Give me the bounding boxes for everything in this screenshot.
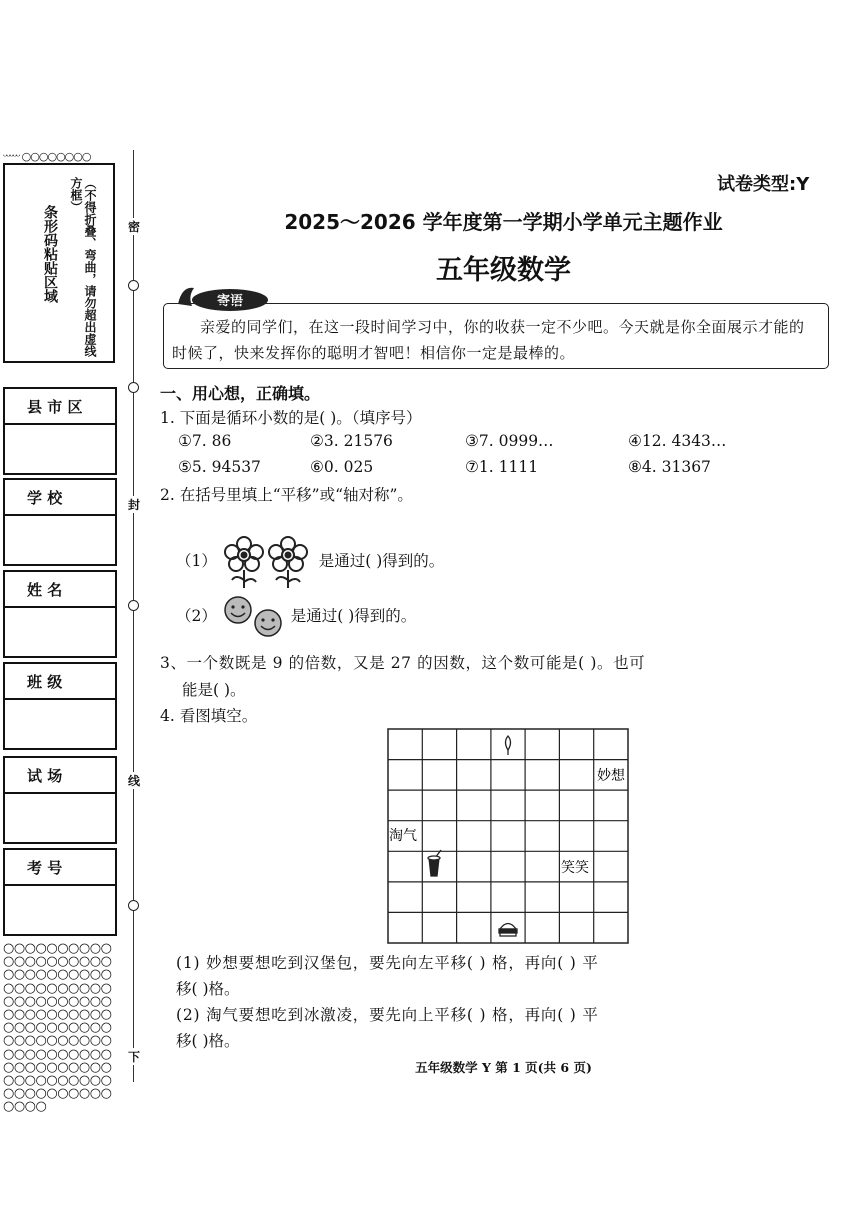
field-label: 试 场 (5, 758, 115, 794)
q1-option: ⑧4. 31367 (628, 458, 711, 476)
intro-text: 亲爱的同学们，在这一段时间学习中，你的收获一定不少吧。今天就是你全面展示才能的时候了，快来发挥你的聪明才智吧！相信你一定是最棒的。 (172, 318, 805, 362)
page-footer: 五年级数学 Y 第 1 页(共 6 页) (415, 1060, 592, 1075)
field-label: 考 号 (5, 850, 115, 886)
page-title: 2025～2026 学年度第一学期小学单元主题作业 (284, 210, 723, 234)
movement-grid (387, 728, 629, 944)
decorative-circles-bottom: ○○○○○○○○○○○○○○○○○○○○○○○○○○○○○○○○○○○○○○○○○○○○○○○○○○○○○○○○○○○○○○○○○○○○○○○○○○○○○○○○○○○○○○○○○○○○○○○○○○○○○○○○○○○○○○○○○○○○○○○○○○○○ (3, 941, 112, 1115)
field-exam-room[interactable] (3, 756, 117, 844)
barcode-note: （不得折叠、弯曲，请勿超出虚线方框） (69, 177, 97, 357)
paper-type: 试卷类型:Y (717, 174, 810, 195)
field-exam-number[interactable] (3, 848, 117, 936)
section-heading: 一、用心想，正确填。 (160, 384, 321, 403)
seal-circle (128, 600, 139, 611)
field-class[interactable] (3, 662, 117, 750)
field-name[interactable] (3, 570, 117, 658)
q1-stem: 1. 下面是循环小数的是( )。（填序号） (160, 409, 422, 427)
seal-circle (128, 900, 139, 911)
field-label: 班 级 (5, 664, 115, 700)
field-label: 学 校 (5, 480, 115, 516)
badge-text: 寄语 (216, 294, 244, 309)
seal-circle (128, 280, 139, 291)
barcode-paste-area (3, 163, 115, 363)
q3-line1: 3、一个数既是 9 的倍数，又是 27 的因数，这个数可能是( )。也可 (160, 654, 646, 672)
q1-option: ⑦1. 1111 (465, 458, 539, 476)
decorative-circles-top: ᵕᵕᵕᵕᵕ ○○○○○○○○ (3, 150, 91, 163)
q4-sub1-line1: (1) 妙想要想吃到汉堡包，要先向左平移( ) 格，再向( ) 平 (176, 954, 599, 972)
field-label: 姓 名 (5, 572, 115, 608)
grid-label-miaoxiang: 妙想 (597, 768, 625, 784)
field-county[interactable] (3, 387, 117, 475)
q3-line2: 能是( )。 (182, 681, 246, 699)
barcode-label: 条形码粘贴区域 (42, 205, 58, 303)
seal-char-mi: 密 (127, 220, 140, 234)
q4-sub2-line1: (2) 淘气要想吃到冰激凌，要先向上平移( ) 格，再向( ) 平 (176, 1006, 599, 1024)
q4-stem: 4. 看图填空。 (160, 707, 258, 725)
field-label: 县 市 区 (5, 389, 115, 425)
page-subtitle: 五年级数学 (436, 255, 571, 286)
q1-option: ⑤5. 94537 (178, 458, 261, 476)
flower-icon (222, 534, 314, 590)
q4-sub1-line2: 移( )格。 (176, 980, 240, 998)
q2-part1: （1） 是通过( )得到的。 (176, 534, 444, 590)
q1-option: ①7. 86 (178, 432, 232, 450)
seal-char-feng: 封 (127, 498, 140, 512)
grid-label-taoqi: 淘气 (389, 828, 417, 844)
intro-message (163, 303, 829, 369)
q1-option: ⑥0. 025 (310, 458, 374, 476)
grid-label-xiaoxiao: 笑笑 (561, 860, 589, 876)
q2-stem: 2. 在括号里填上“平移”或“轴对称”。 (160, 486, 413, 504)
q1-option: ④12. 4343… (628, 432, 727, 450)
seal-char-xia: 下 (127, 1050, 140, 1064)
seal-char-xian: 线 (127, 774, 140, 788)
q2-part2: （2） 是通过( )得到的。 (176, 596, 416, 638)
q1-option: ②3. 21576 (310, 432, 393, 450)
q1-option: ③7. 0999… (465, 432, 554, 450)
smiley-icon (222, 596, 286, 638)
field-school[interactable] (3, 478, 117, 566)
q4-sub2-line2: 移( )格。 (176, 1032, 240, 1050)
seal-circle (128, 382, 139, 393)
